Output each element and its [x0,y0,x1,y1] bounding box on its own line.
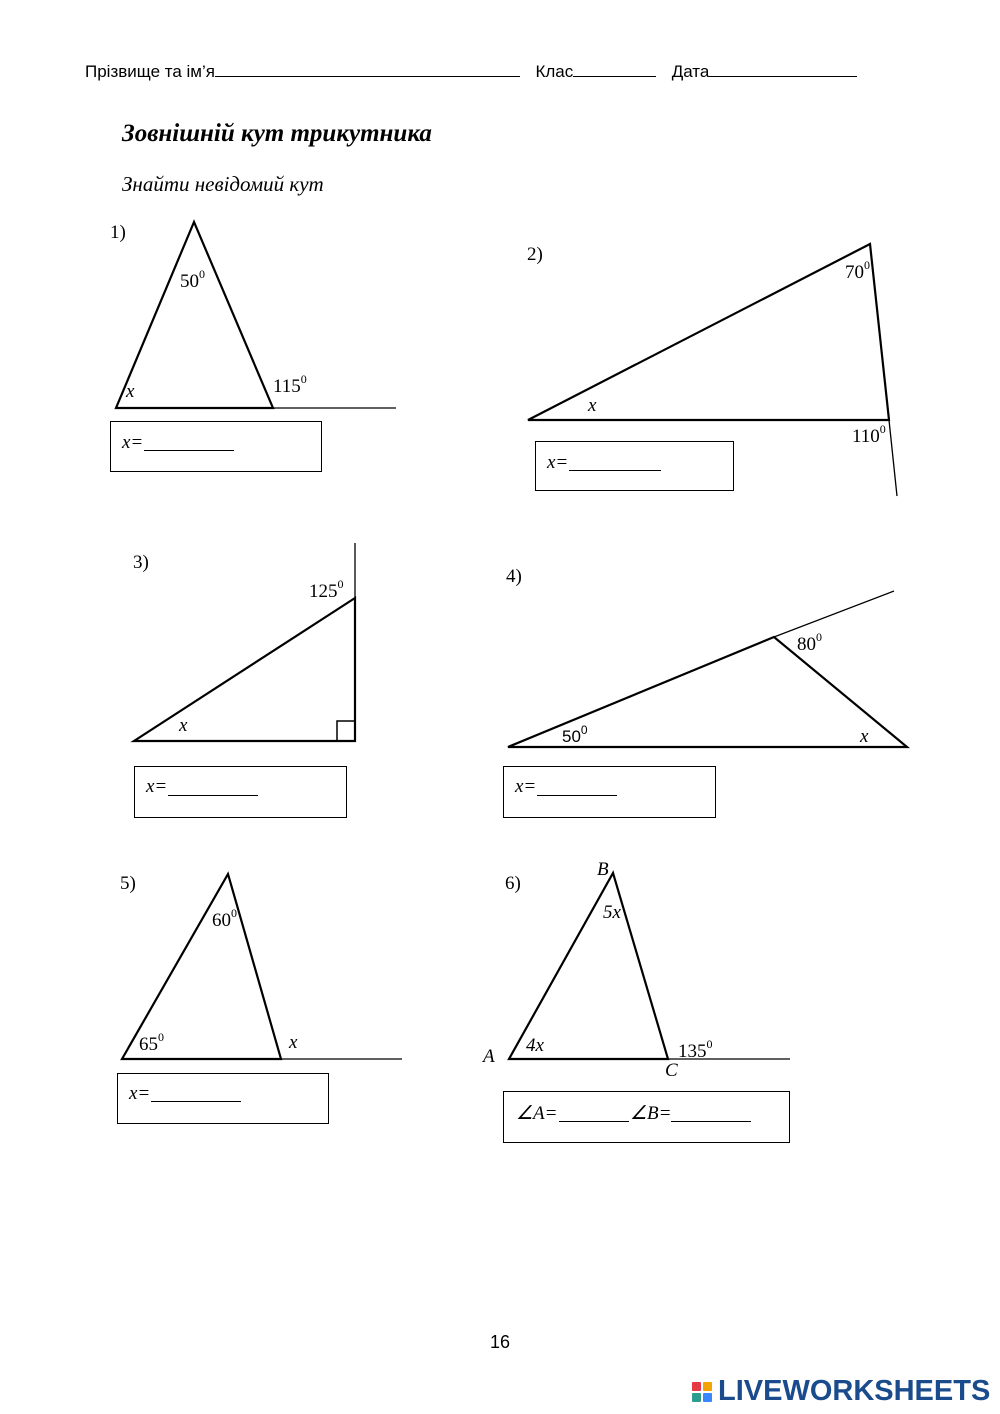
class-label: Клас [535,62,574,81]
triangle-5 [122,874,281,1059]
page-number: 16 [489,1332,511,1352]
liveworksheets-logo-icon [692,1382,712,1402]
answer-box-4[interactable] [503,766,716,818]
worksheet-subtitle: Знайти невідомий кут [122,172,324,196]
answer-blank-4[interactable] [537,795,617,796]
answer-blank-1[interactable] [144,450,234,451]
answer-blank-5[interactable] [151,1101,241,1102]
worksheet-title: Зовнішній кут трикутника [122,120,432,147]
brand-name: LIVEWORKSHEETS [718,1375,991,1407]
angle-label-3-left: x [179,715,188,736]
problem-number-6: 6) [505,873,521,894]
angle-label-5-top: $60^0$ [212,906,237,931]
answer-blank-6b[interactable] [671,1121,751,1122]
answer-label-4: x= [515,776,537,797]
vertex-label-a: A [483,1046,495,1067]
extension-line-2 [889,420,897,496]
problem-number-5: 5) [120,873,136,894]
extension-line-4 [774,591,894,637]
angle-label-2-left: x [588,395,597,416]
angle-label-1-exterior: $115^0$ [273,372,307,397]
answer-label-3: x= [146,776,168,797]
date-label: Дата [671,62,710,81]
angle-label-2-exterior: $110^0$ [852,422,886,447]
answer-box-2[interactable] [535,441,734,491]
triangle-2 [528,244,889,420]
answer-blank-3[interactable] [168,795,258,796]
triangle-3 [134,598,355,741]
angle-label-2-top: $70^0$ [845,258,870,283]
answer-label-6a: ∠A= [516,1103,558,1124]
answer-box-6[interactable] [503,1091,790,1143]
angle-label-1-left: x [126,381,135,402]
angle-label-5-exterior: x [289,1032,298,1053]
triangle-6 [509,873,668,1059]
angle-label-6-exterior: $135^0$ [678,1037,713,1062]
answer-blank-2[interactable] [569,470,661,471]
liveworksheets-logo [692,1375,990,1408]
problem-number-4: 4) [506,566,522,587]
triangle-1 [116,222,273,408]
angle-label-6-a: 4x [526,1035,544,1056]
answer-box-1[interactable] [110,421,322,472]
angle-label-3-exterior: $125^0$ [309,577,344,602]
vertex-label-b: B [597,859,609,880]
angle-label-4-exterior: $80^0$ [797,630,822,655]
angle-label-5-left: $65^0$ [139,1030,164,1055]
name-label: Прізвище та ім’я [85,62,215,81]
answer-label-1: x= [122,432,144,453]
problem-number-2: 2) [527,244,543,265]
answer-label-5: x= [129,1083,151,1104]
answer-label-6b: ∠B= [630,1103,672,1124]
angle-label-6-b: 5x [603,902,621,923]
answer-box-5[interactable] [117,1073,329,1124]
vertex-label-c: C [665,1060,678,1081]
problem-number-3: 3) [133,552,149,573]
problem-number-1: 1) [110,222,126,243]
angle-label-1-top: $50^0$ [180,267,205,292]
right-angle-mark [337,721,355,741]
answer-blank-6a[interactable] [559,1121,629,1122]
answer-label-2: x= [547,452,569,473]
angle-label-4-left: $50^0$ [562,723,588,746]
answer-box-3[interactable] [134,766,347,818]
angle-label-4-right: x [860,726,869,747]
